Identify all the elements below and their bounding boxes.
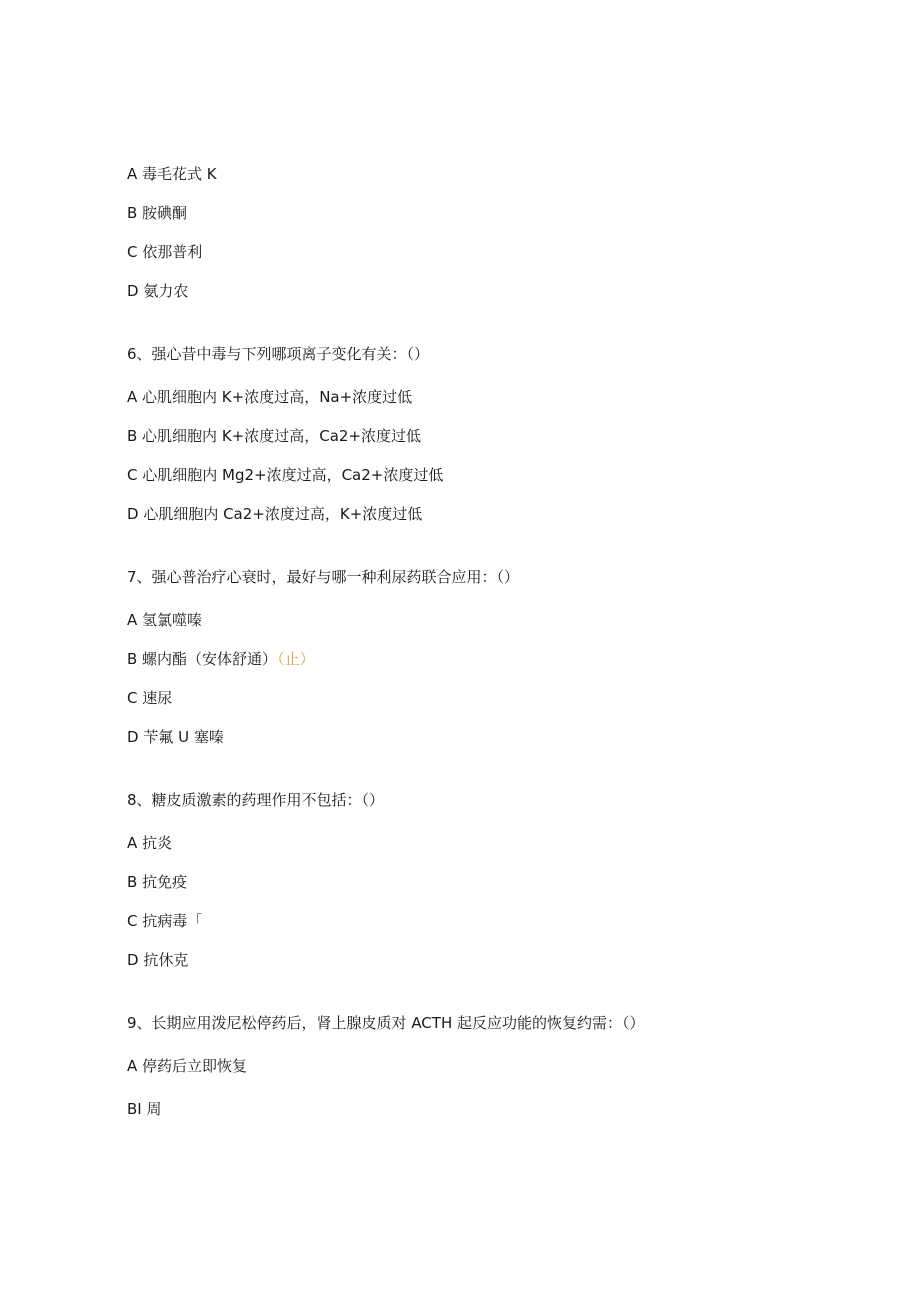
question-8: 8、糖皮质激素的药理作用不包括：（） [127,791,385,809]
option-5a: A 毒毛花式 K [127,165,217,183]
option-6a: A 心肌细胞内 K+浓度过高，Na+浓度过低 [127,388,413,406]
handwritten-annotation: （止） [277,650,315,668]
option-7b [127,649,315,669]
question-7: 7、强心普治疗心衰时，最好与哪一种利尿药联合应用：（） [127,568,520,586]
question-6: 6、强心昔中毒与下列哪项离子变化有关：（） [127,345,430,363]
option-7d: D 苄氟 U 塞嗪 [127,728,224,746]
option-5b: B 胺碘酮 [127,204,188,222]
option-8b: B 抗免疫 [127,873,188,891]
question-9: 9、长期应用泼尼松停药后，肾上腺皮质对 ACTH 起反应功能的恢复约需：（） [127,1014,645,1032]
option-8c: C 抗病毒「 [127,912,203,930]
option-6d: D 心肌细胞内 Ca2+浓度过高，K+浓度过低 [127,505,423,523]
option-8a: A 抗炎 [127,834,173,852]
option-6c: C 心肌细胞内 Mg2+浓度过高，Ca2+浓度过低 [127,466,444,484]
option-9a: A 停药后立即恢复 [127,1057,248,1075]
option-8d: D 抗休克 [127,951,189,969]
option-6b: B 心肌细胞内 K+浓度过高，Ca2+浓度过低 [127,427,422,445]
option-7c: C 速尿 [127,689,173,707]
option-7a: A 氢氯噬嗪 [127,611,203,629]
option-7b-text: B 螺内酯（安体舒通） [127,650,278,668]
option-5c: C 依那普利 [127,243,203,261]
option-5d: D 氨力农 [127,282,189,300]
option-9b: BI 周 [127,1100,162,1118]
